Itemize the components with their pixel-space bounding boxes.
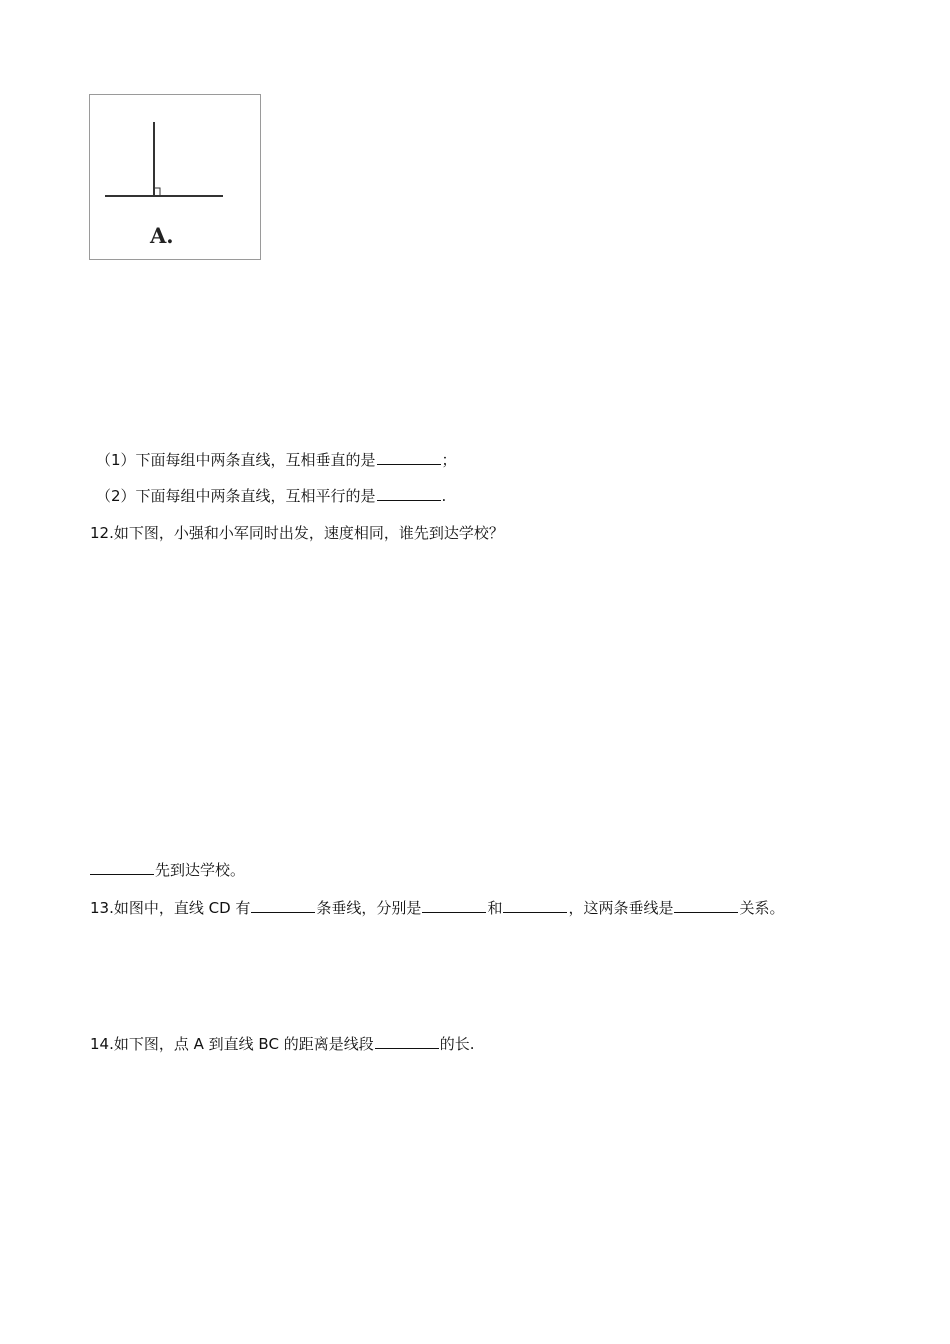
q14-text-1: 14.如下图，点 A 到直线 BC 的距离是线段 — [90, 1035, 374, 1053]
q13-text-1: 13.如图中，直线 CD 有 — [90, 899, 251, 917]
q12-answer-text: 先到达学校。 — [155, 861, 246, 879]
q13-text-4: ，这两条垂线是 — [568, 899, 674, 917]
answer-blank[interactable] — [674, 897, 738, 913]
q13-text-2: 条垂线，分别是 — [316, 899, 422, 917]
q11-part1-text: （1）下面每组中两条直线，互相垂直的是 — [96, 451, 376, 469]
question-11-part-1 — [96, 449, 457, 471]
question-12: 12.如下图，小强和小军同时出发，速度相同，谁先到达学校？ — [90, 524, 504, 542]
q13-text-3: 和 — [487, 899, 503, 917]
perpendicular-lines-diagram — [90, 95, 262, 261]
answer-blank[interactable] — [377, 485, 441, 501]
question-13 — [90, 897, 784, 919]
q11-part2-text: （2）下面每组中两条直线，互相平行的是 — [96, 487, 376, 505]
figure-label: A. — [150, 223, 174, 248]
answer-blank[interactable] — [375, 1033, 439, 1049]
answer-blank[interactable] — [90, 859, 154, 875]
q11-part2-suffix: . — [441, 487, 447, 505]
answer-blank[interactable] — [503, 897, 567, 913]
question-14 — [90, 1033, 474, 1055]
q11-part1-suffix: ； — [441, 451, 457, 469]
answer-blank[interactable] — [422, 897, 486, 913]
answer-blank[interactable] — [251, 897, 315, 913]
question-11-part-2 — [96, 485, 446, 507]
q14-text-2: 的长. — [439, 1035, 475, 1053]
answer-blank[interactable] — [377, 449, 441, 465]
question-12-answer — [90, 859, 245, 881]
q13-text-5: 关系。 — [739, 899, 785, 917]
perpendicular-lines-figure — [89, 94, 261, 260]
